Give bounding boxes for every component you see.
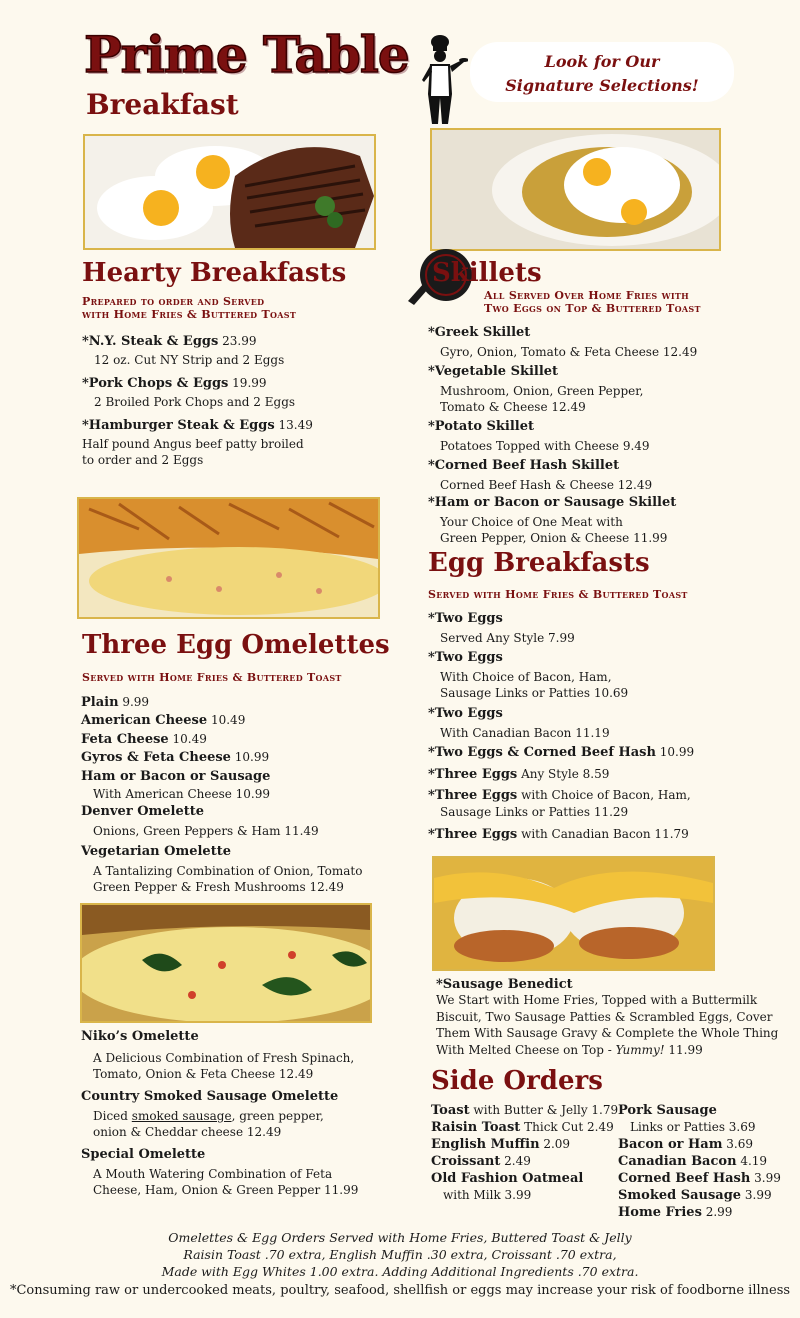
footer-line: Made with Egg Whites 1.00 extra. Adding Additional Ingredients .70 extra. bbox=[161, 1264, 639, 1279]
item-price: 4.19 bbox=[736, 1154, 768, 1168]
sausage-benedict-photo bbox=[432, 856, 715, 971]
signature-banner bbox=[470, 42, 734, 102]
item-name: Old Fashion Oatmeal bbox=[431, 1171, 584, 1186]
signature-line-1: Look for Our bbox=[544, 52, 660, 71]
item-name: *Two Eggs & Corned Beef Hash bbox=[428, 745, 656, 760]
desc-part: Diced bbox=[93, 1109, 132, 1123]
side-item bbox=[431, 1170, 618, 1187]
item-price: Thick Cut 2.49 bbox=[520, 1120, 614, 1134]
menu-subtitle: Breakfast bbox=[86, 88, 239, 121]
item-name: Bacon or Ham bbox=[618, 1137, 723, 1152]
menu-item bbox=[82, 333, 284, 368]
footer-notes bbox=[0, 1229, 800, 1280]
item-price: with Canadian Bacon 11.79 bbox=[517, 827, 689, 841]
item-name: *Three Eggs bbox=[428, 827, 518, 842]
egg-title: Egg Breakfasts bbox=[428, 548, 650, 578]
side-item bbox=[618, 1204, 781, 1221]
item-price: 3.99 bbox=[741, 1188, 772, 1202]
skillets-subtitle bbox=[484, 289, 701, 315]
item-desc: onion & Cheddar cheese 12.49 bbox=[93, 1125, 282, 1139]
item-name: Toast bbox=[431, 1103, 470, 1118]
item-name: *Sausage Benedict bbox=[436, 977, 573, 992]
item-desc: A Delicious Combination of Fresh Spinach, bbox=[93, 1051, 355, 1065]
item-desc: Tomato, Onion & Feta Cheese 12.49 bbox=[93, 1067, 314, 1081]
desc-underlined: smoked sausage bbox=[131, 1109, 232, 1123]
menu-item bbox=[81, 803, 319, 839]
skillet-photo bbox=[430, 128, 721, 251]
sides-title: Side Orders bbox=[431, 1066, 603, 1096]
item-desc: 2 Broiled Pork Chops and 2 Eggs bbox=[94, 395, 296, 409]
item-desc: Green Pepper, Onion & Cheese 11.99 bbox=[440, 531, 668, 545]
item-name: Smoked Sausage bbox=[618, 1188, 742, 1203]
menu-item bbox=[428, 494, 676, 546]
item-desc: to order and 2 Eggs bbox=[82, 453, 204, 467]
item-desc bbox=[81, 1108, 338, 1124]
item-desc: with Milk 3.99 bbox=[443, 1188, 532, 1202]
item-name: *Two Eggs bbox=[428, 706, 503, 721]
item-desc: Gyro, Onion, Tomato & Feta Cheese 12.49 bbox=[440, 345, 698, 359]
menu-item bbox=[428, 705, 610, 741]
hearty-title: Hearty Breakfasts bbox=[82, 258, 347, 288]
item-name: *Vegetable Skillet bbox=[428, 364, 559, 379]
side-item bbox=[618, 1187, 781, 1204]
spinach-omelette-photo bbox=[80, 903, 372, 1023]
desc-part: With Melted Cheese on Top - bbox=[436, 1042, 616, 1057]
item-desc: Mushroom, Onion, Green Pepper, bbox=[440, 384, 644, 398]
skillets-sub-1: All Served Over Home Fries with bbox=[484, 289, 690, 302]
item-name: Raisin Toast bbox=[431, 1120, 521, 1135]
menu-item bbox=[428, 649, 628, 701]
item-desc: With Canadian Bacon 11.19 bbox=[440, 726, 610, 740]
menu-item bbox=[81, 712, 245, 729]
item-desc: Sausage Links or Patties 11.29 bbox=[440, 805, 629, 819]
omelettes-subtitle: Served with Home Fries & Buttered Toast bbox=[82, 671, 342, 684]
item-name: Denver Omelette bbox=[81, 804, 205, 819]
item-price: 2.09 bbox=[539, 1137, 571, 1151]
item-desc: Half pound Angus beef patty broiled bbox=[82, 437, 304, 451]
menu-item bbox=[428, 363, 643, 415]
item-name: *Three Eggs bbox=[428, 767, 518, 782]
menu-item bbox=[81, 843, 362, 895]
item-desc: A Mouth Watering Combination of Feta bbox=[93, 1167, 333, 1181]
item-name: *N.Y. Steak & Eggs bbox=[82, 334, 219, 349]
item-name: Croissant bbox=[431, 1154, 501, 1169]
menu-title: Prime Table bbox=[84, 25, 409, 84]
menu-item bbox=[81, 1088, 338, 1140]
omelettes-title: Three Egg Omelettes bbox=[82, 630, 390, 660]
sides-left-column bbox=[431, 1102, 618, 1204]
menu-item bbox=[81, 1028, 354, 1082]
item-desc: Cheese, Ham, Onion & Green Pepper 11.99 bbox=[93, 1183, 359, 1197]
signature-line-2: Signature Selections! bbox=[505, 76, 699, 95]
item-desc: Links or Patties 3.69 bbox=[630, 1120, 756, 1134]
item-name: *Pork Chops & Eggs bbox=[82, 376, 229, 391]
desc-italic: Yummy! bbox=[615, 1042, 665, 1057]
item-name: Home Fries bbox=[618, 1205, 702, 1220]
steak-eggs-photo bbox=[83, 134, 376, 250]
benedict-desc bbox=[436, 992, 778, 1058]
item-name: *Three Eggs bbox=[428, 788, 518, 803]
item-price: Any Style 8.59 bbox=[517, 767, 610, 781]
item-price: with Butter & Jelly 1.79 bbox=[469, 1103, 619, 1117]
item-price: 23.99 bbox=[218, 334, 257, 348]
menu-item bbox=[81, 731, 207, 748]
item-name: *Two Eggs bbox=[428, 611, 503, 626]
egg-subtitle: Served with Home Fries & Buttered Toast bbox=[428, 588, 688, 601]
item-desc: Onions, Green Peppers & Ham 11.49 bbox=[93, 824, 319, 838]
item-price: 10.99 bbox=[230, 750, 270, 764]
item-name: *Two Eggs bbox=[428, 650, 503, 665]
menu-item bbox=[428, 324, 697, 360]
item-name: *Potato Skillet bbox=[428, 419, 535, 434]
desc-line: Biscuit, Two Sausage Patties & Scrambled Eggs, Cover bbox=[436, 1009, 773, 1024]
item-price: 3.99 bbox=[750, 1171, 781, 1185]
item-name: Canadian Bacon bbox=[618, 1154, 737, 1169]
desc-line: Them With Sausage Gravy & Complete the Whole Thing bbox=[436, 1026, 779, 1040]
side-item bbox=[431, 1102, 618, 1119]
item-desc: Served Any Style 7.99 bbox=[440, 631, 575, 645]
item-price: 10.49 bbox=[168, 732, 207, 746]
side-item bbox=[618, 1136, 781, 1153]
item-name: *Hamburger Steak & Eggs bbox=[82, 418, 275, 433]
item-desc: Sausage Links or Patties 10.69 bbox=[440, 686, 629, 700]
item-name: Gyros & Feta Cheese bbox=[81, 750, 231, 765]
item-price: 10.49 bbox=[207, 713, 246, 727]
item-desc: Potatoes Topped with Cheese 9.49 bbox=[440, 439, 650, 453]
desc-part: , green pepper, bbox=[231, 1109, 324, 1123]
skillets-title: Skillets bbox=[432, 258, 542, 288]
menu-item bbox=[82, 375, 295, 410]
item-price: 10.99 bbox=[655, 745, 695, 759]
item-name: Ham or Bacon or Sausage bbox=[81, 769, 271, 784]
food-safety-warning: *Consuming raw or undercooked meats, poultry, seafood, shellfish or eggs may increase your risk of foodborne illness bbox=[9, 1283, 791, 1298]
item-desc: A Tantalizing Combination of Onion, Tomato bbox=[93, 864, 363, 878]
item-price: 19.99 bbox=[228, 376, 267, 390]
item-price: 9.99 bbox=[118, 695, 150, 709]
item-price: 13.49 bbox=[274, 418, 313, 432]
hearty-subtitle bbox=[82, 295, 296, 321]
item-desc: Corned Beef Hash & Cheese 12.49 bbox=[440, 478, 653, 492]
item-name: Plain bbox=[81, 695, 119, 710]
omelette-hashbrown-photo bbox=[77, 497, 380, 619]
menu-item bbox=[428, 744, 694, 761]
item-name: Niko’s Omelette bbox=[81, 1029, 199, 1044]
menu-item bbox=[82, 417, 313, 468]
item-name: *Corned Beef Hash Skillet bbox=[428, 458, 620, 473]
menu-item bbox=[428, 418, 650, 454]
menu-item bbox=[428, 826, 689, 843]
hearty-sub-1: Prepared to order and Served bbox=[82, 295, 265, 308]
item-desc: Your Choice of One Meat with bbox=[440, 515, 623, 529]
menu-item bbox=[81, 694, 149, 711]
item-name: English Muffin bbox=[431, 1137, 540, 1152]
item-name: *Ham or Bacon or Sausage Skillet bbox=[428, 495, 677, 510]
desc-price: 11.99 bbox=[664, 1042, 703, 1057]
side-item bbox=[431, 1153, 618, 1170]
item-price: 2.49 bbox=[500, 1154, 531, 1168]
sides-right-column bbox=[618, 1102, 781, 1221]
item-price: 2.99 bbox=[701, 1205, 733, 1219]
menu-item bbox=[428, 457, 652, 493]
item-name: *Greek Skillet bbox=[428, 325, 531, 340]
menu-item bbox=[428, 766, 609, 783]
item-desc: Green Pepper & Fresh Mushrooms 12.49 bbox=[93, 880, 344, 894]
item-name: Corned Beef Hash bbox=[618, 1171, 751, 1186]
menu-item bbox=[428, 787, 691, 820]
item-desc: 12 oz. Cut NY Strip and 2 Eggs bbox=[94, 353, 285, 367]
item-name: Pork Sausage bbox=[618, 1103, 717, 1118]
skillets-sub-2: Two Eggs on Top & Buttered Toast bbox=[484, 302, 701, 315]
side-item bbox=[618, 1153, 781, 1170]
menu-item bbox=[81, 749, 269, 766]
menu-item bbox=[81, 1146, 358, 1198]
benedict-item bbox=[436, 976, 573, 993]
item-desc: Tomato & Cheese 12.49 bbox=[440, 400, 586, 414]
item-name: Feta Cheese bbox=[81, 732, 169, 747]
side-item bbox=[618, 1170, 781, 1187]
desc-line bbox=[436, 1042, 778, 1059]
item-desc: With Choice of Bacon, Ham, bbox=[440, 670, 612, 684]
menu-item bbox=[81, 768, 270, 802]
footer-line: Raisin Toast .70 extra, English Muffin .30 extra, Croissant .70 extra, bbox=[183, 1247, 617, 1262]
item-price: 3.69 bbox=[722, 1137, 754, 1151]
footer-line: Omelettes & Egg Orders Served with Home Fries, Buttered Toast & Jelly bbox=[168, 1230, 632, 1245]
item-name: Country Smoked Sausage Omelette bbox=[81, 1089, 339, 1104]
item-price: with Choice of Bacon, Ham, bbox=[517, 788, 691, 802]
side-item bbox=[431, 1136, 618, 1153]
hearty-sub-2: with Home Fries & Buttered Toast bbox=[82, 308, 297, 321]
desc-line: We Start with Home Fries, Topped with a Buttermilk bbox=[436, 993, 758, 1007]
item-desc: With American Cheese 10.99 bbox=[93, 787, 271, 801]
item-name: Vegetarian Omelette bbox=[81, 844, 231, 859]
side-item bbox=[431, 1119, 618, 1136]
side-item bbox=[618, 1102, 781, 1119]
chef-silhouette-icon bbox=[418, 34, 468, 126]
item-name: Special Omelette bbox=[81, 1147, 206, 1162]
item-name: American Cheese bbox=[81, 713, 208, 728]
menu-item bbox=[428, 610, 575, 646]
